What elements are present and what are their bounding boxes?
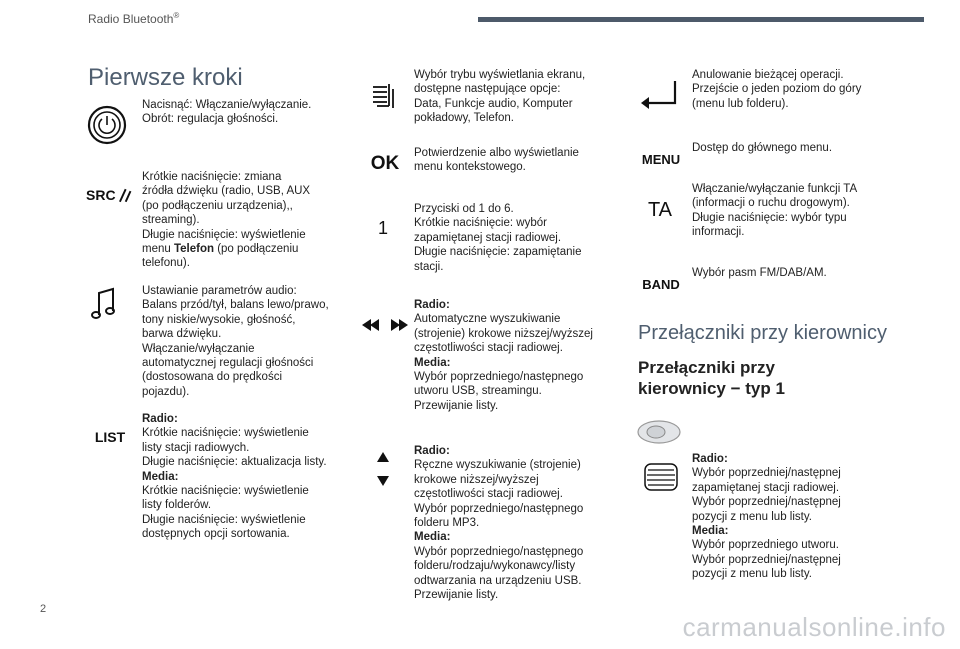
display-mode-icon — [368, 80, 398, 110]
preset-icon: 1 — [377, 217, 388, 238]
section-title: Pierwsze kroki — [88, 64, 243, 91]
src-phone-icon: SRC — [86, 186, 132, 204]
band-icon: BAND — [642, 276, 680, 292]
band-description: Wybór pasm FM/DAB/AM. — [692, 267, 827, 279]
audio-settings-description: Ustawianie parametrów audio: Balans przód/tył, balans lewo/prawo, tony niskie/wysokie, głośność, barwa dźwięku. Włączanie/wyłączanie automatycznej regulacji głośności (dostosowana do prędkości pojazdu). — [142, 285, 329, 398]
ta-description: Włączanie/wyłączanie funkcji TA (informacji o ruchu drogowym). Długie naciśnięcie: wybór typu informacji. — [692, 183, 858, 239]
section2-title: Przełączniki przy kierownicy — [638, 322, 887, 344]
watermark: carmanualsonline.info — [682, 612, 946, 642]
header-title: Radio Bluetooth® — [88, 11, 180, 26]
seek-icon — [362, 316, 408, 334]
subheading: Przełączniki przy kierownicy − typ 1 — [638, 358, 785, 398]
list-icon: LIST — [94, 429, 126, 445]
back-icon — [638, 78, 680, 110]
steering-control-icon — [636, 418, 682, 446]
up-down-description: Radio: Ręczne wyszukiwanie (strojenie) krokowe niższej/wyższej częstotliwości stacji radiowej. Wybór poprzedniego/następnego folderu MP3. Media: Wybór poprzedniego/następnego folderu/rodzaju/wykonawcy/listy odtwarzania na urządzeniu USB. Przewijanie listy. — [414, 445, 584, 602]
menu-description: Dostęp do głównego menu. — [692, 142, 833, 154]
back-description: Anulowanie bieżącej operacji. Przejście o jeden poziom do góry (menu lub folderu). — [692, 69, 862, 110]
music-note-icon — [90, 286, 118, 322]
page-number: 2 — [40, 603, 47, 615]
up-down-icon — [376, 452, 390, 486]
display-mode-description: Wybór trybu wyświetlania ekranu, dostępne następujące opcje: Data, Funkcje audio, Komputer pokładowy, Telefon. — [414, 69, 586, 125]
ok-icon: OK — [370, 153, 400, 174]
seek-description: Radio: Automatyczne wyszukiwanie (strojenie) krokowe niższej/wyższej częstotliwości stacji radiowej. Media: Wybór poprzedniego/następnego utworu USB, streamingu. Przewijanie listy. — [414, 299, 593, 412]
header-bar — [478, 17, 924, 22]
list-description: Radio: Krótkie naciśnięcie: wyświetlenie listy stacji radiowych. Długie naciśnięcie: aktualizacja listy. Media: Krótkie naciśnięcie: wyświetlenie listy folderów. Długie naciśnięcie: wyświetlenie dostępnych opcji sortowania. — [142, 413, 327, 541]
power-icon — [86, 104, 128, 146]
preset-description: Przyciski od 1 do 6. Krótkie naciśnięcie: wybór zapamiętanej stacji radiowej. Długie naciśnięcie: zapamiętanie stacji. — [414, 203, 582, 273]
power-description: Nacisnąć: Włączanie/wyłączanie. Obrót: regulacja głośności. — [142, 99, 312, 126]
ok-description: Potwierdzenie albo wyświetlanie menu kontekstowego. — [414, 147, 579, 174]
thumbwheel-icon — [642, 462, 680, 492]
ta-icon: TA — [647, 198, 673, 221]
menu-icon: MENU — [641, 151, 681, 167]
thumbwheel-description: Radio: Wybór poprzedniej/następnej zapamiętanej stacji radiowej. Wybór poprzedniej/następnej pozycji z menu lub listy. Media: Wybór poprzedniego utworu. Wybór poprzedniej/następnej pozycji z menu lub listy. — [692, 453, 841, 581]
src-description: Krótkie naciśnięcie: zmiana źródła dźwięku (radio, USB, AUX (po podłączeniu urządzenia),, streaming). Długie naciśnięcie: wyświetlenie menu Telefon (po podłączeniu telefonu). — [142, 171, 311, 270]
